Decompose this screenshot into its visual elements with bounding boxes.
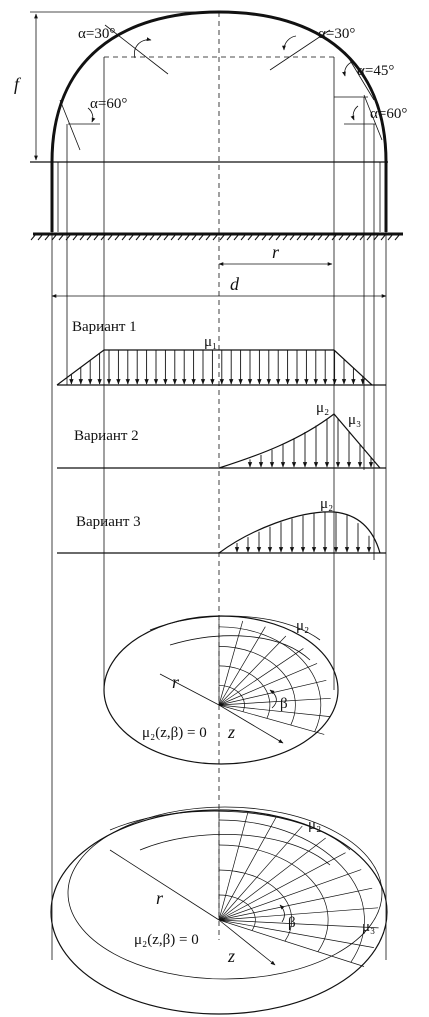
variant-2-mu3: μ₃ bbox=[348, 412, 362, 428]
variant-3-label: Вариант 3 bbox=[76, 514, 141, 530]
variant-2-mu2: μ₂ bbox=[316, 400, 330, 416]
angle-arc-right-45 bbox=[345, 62, 352, 76]
angle-label-right-60: α=60° bbox=[370, 106, 408, 122]
plan-1-ray bbox=[219, 648, 303, 705]
variant-3-load-outline bbox=[219, 512, 380, 553]
angle-label-right-45: α=45° bbox=[357, 63, 395, 79]
plan-2-ray-ring bbox=[219, 845, 328, 952]
plan-2-formula: μ₂(z,β) = 0 bbox=[134, 932, 199, 948]
plan-2-load-rays bbox=[219, 810, 379, 966]
radius-label: r bbox=[272, 242, 280, 262]
plan-1-r: r bbox=[172, 672, 180, 692]
variant-2 bbox=[57, 400, 386, 468]
plan-2-beta-arc bbox=[280, 905, 284, 922]
variant-1 bbox=[57, 319, 386, 385]
variant-3 bbox=[57, 496, 386, 553]
variant-3-mu2: μ₂ bbox=[320, 496, 334, 512]
angle-label-top-right: α=30° bbox=[318, 26, 356, 42]
angle-arc-right-60 bbox=[353, 106, 358, 120]
plan-2-inner-outline bbox=[68, 807, 382, 979]
plan-2-ray-ring bbox=[219, 820, 364, 962]
height-label: f bbox=[14, 74, 20, 94]
angle-label-left-60: α=60° bbox=[90, 96, 128, 112]
plan-2-radius-line bbox=[110, 850, 219, 920]
plan-2-ray bbox=[219, 838, 326, 920]
plan-view-2 bbox=[51, 807, 387, 1014]
plan-1-radius-line bbox=[160, 674, 219, 705]
variant-1-load-arrows bbox=[71, 350, 362, 384]
variant-1-mu1: μ₁ bbox=[204, 334, 218, 350]
plan-2-mu3: μ₃ bbox=[362, 919, 376, 935]
plan-1-formula: μ₂(z,β) = 0 bbox=[142, 725, 207, 741]
variant-3-load-arrows bbox=[237, 512, 369, 552]
variant-2-label: Вариант 2 bbox=[74, 428, 139, 444]
plan-1-ray bbox=[219, 698, 331, 705]
angle-label-top-left: α=30° bbox=[78, 26, 116, 42]
tangent-left-60 bbox=[60, 100, 80, 150]
plan-1-ray bbox=[219, 627, 265, 705]
variant-1-label: Вариант 1 bbox=[72, 319, 137, 335]
plan-2-z: z bbox=[228, 946, 236, 966]
angle-arc-left-30 bbox=[134, 40, 151, 58]
dome-elevation bbox=[14, 12, 407, 240]
plan-2-r: r bbox=[156, 888, 164, 908]
plan-2-beta: β bbox=[288, 915, 296, 931]
angle-arc-right-30 bbox=[284, 36, 296, 50]
plan-1-z: z bbox=[228, 722, 236, 742]
plan-view-1 bbox=[104, 616, 338, 764]
plan-2-ray bbox=[219, 908, 378, 920]
plan-1-outline bbox=[104, 616, 338, 764]
plan-1-mu2: μ₂ bbox=[296, 618, 310, 634]
plan-1-load-rays bbox=[219, 619, 331, 734]
diameter-label: d bbox=[230, 274, 239, 294]
plan-1-ray bbox=[219, 663, 317, 705]
plan-1-beta: β bbox=[280, 696, 288, 712]
plan-2-mu2: μ₂ bbox=[308, 817, 322, 833]
